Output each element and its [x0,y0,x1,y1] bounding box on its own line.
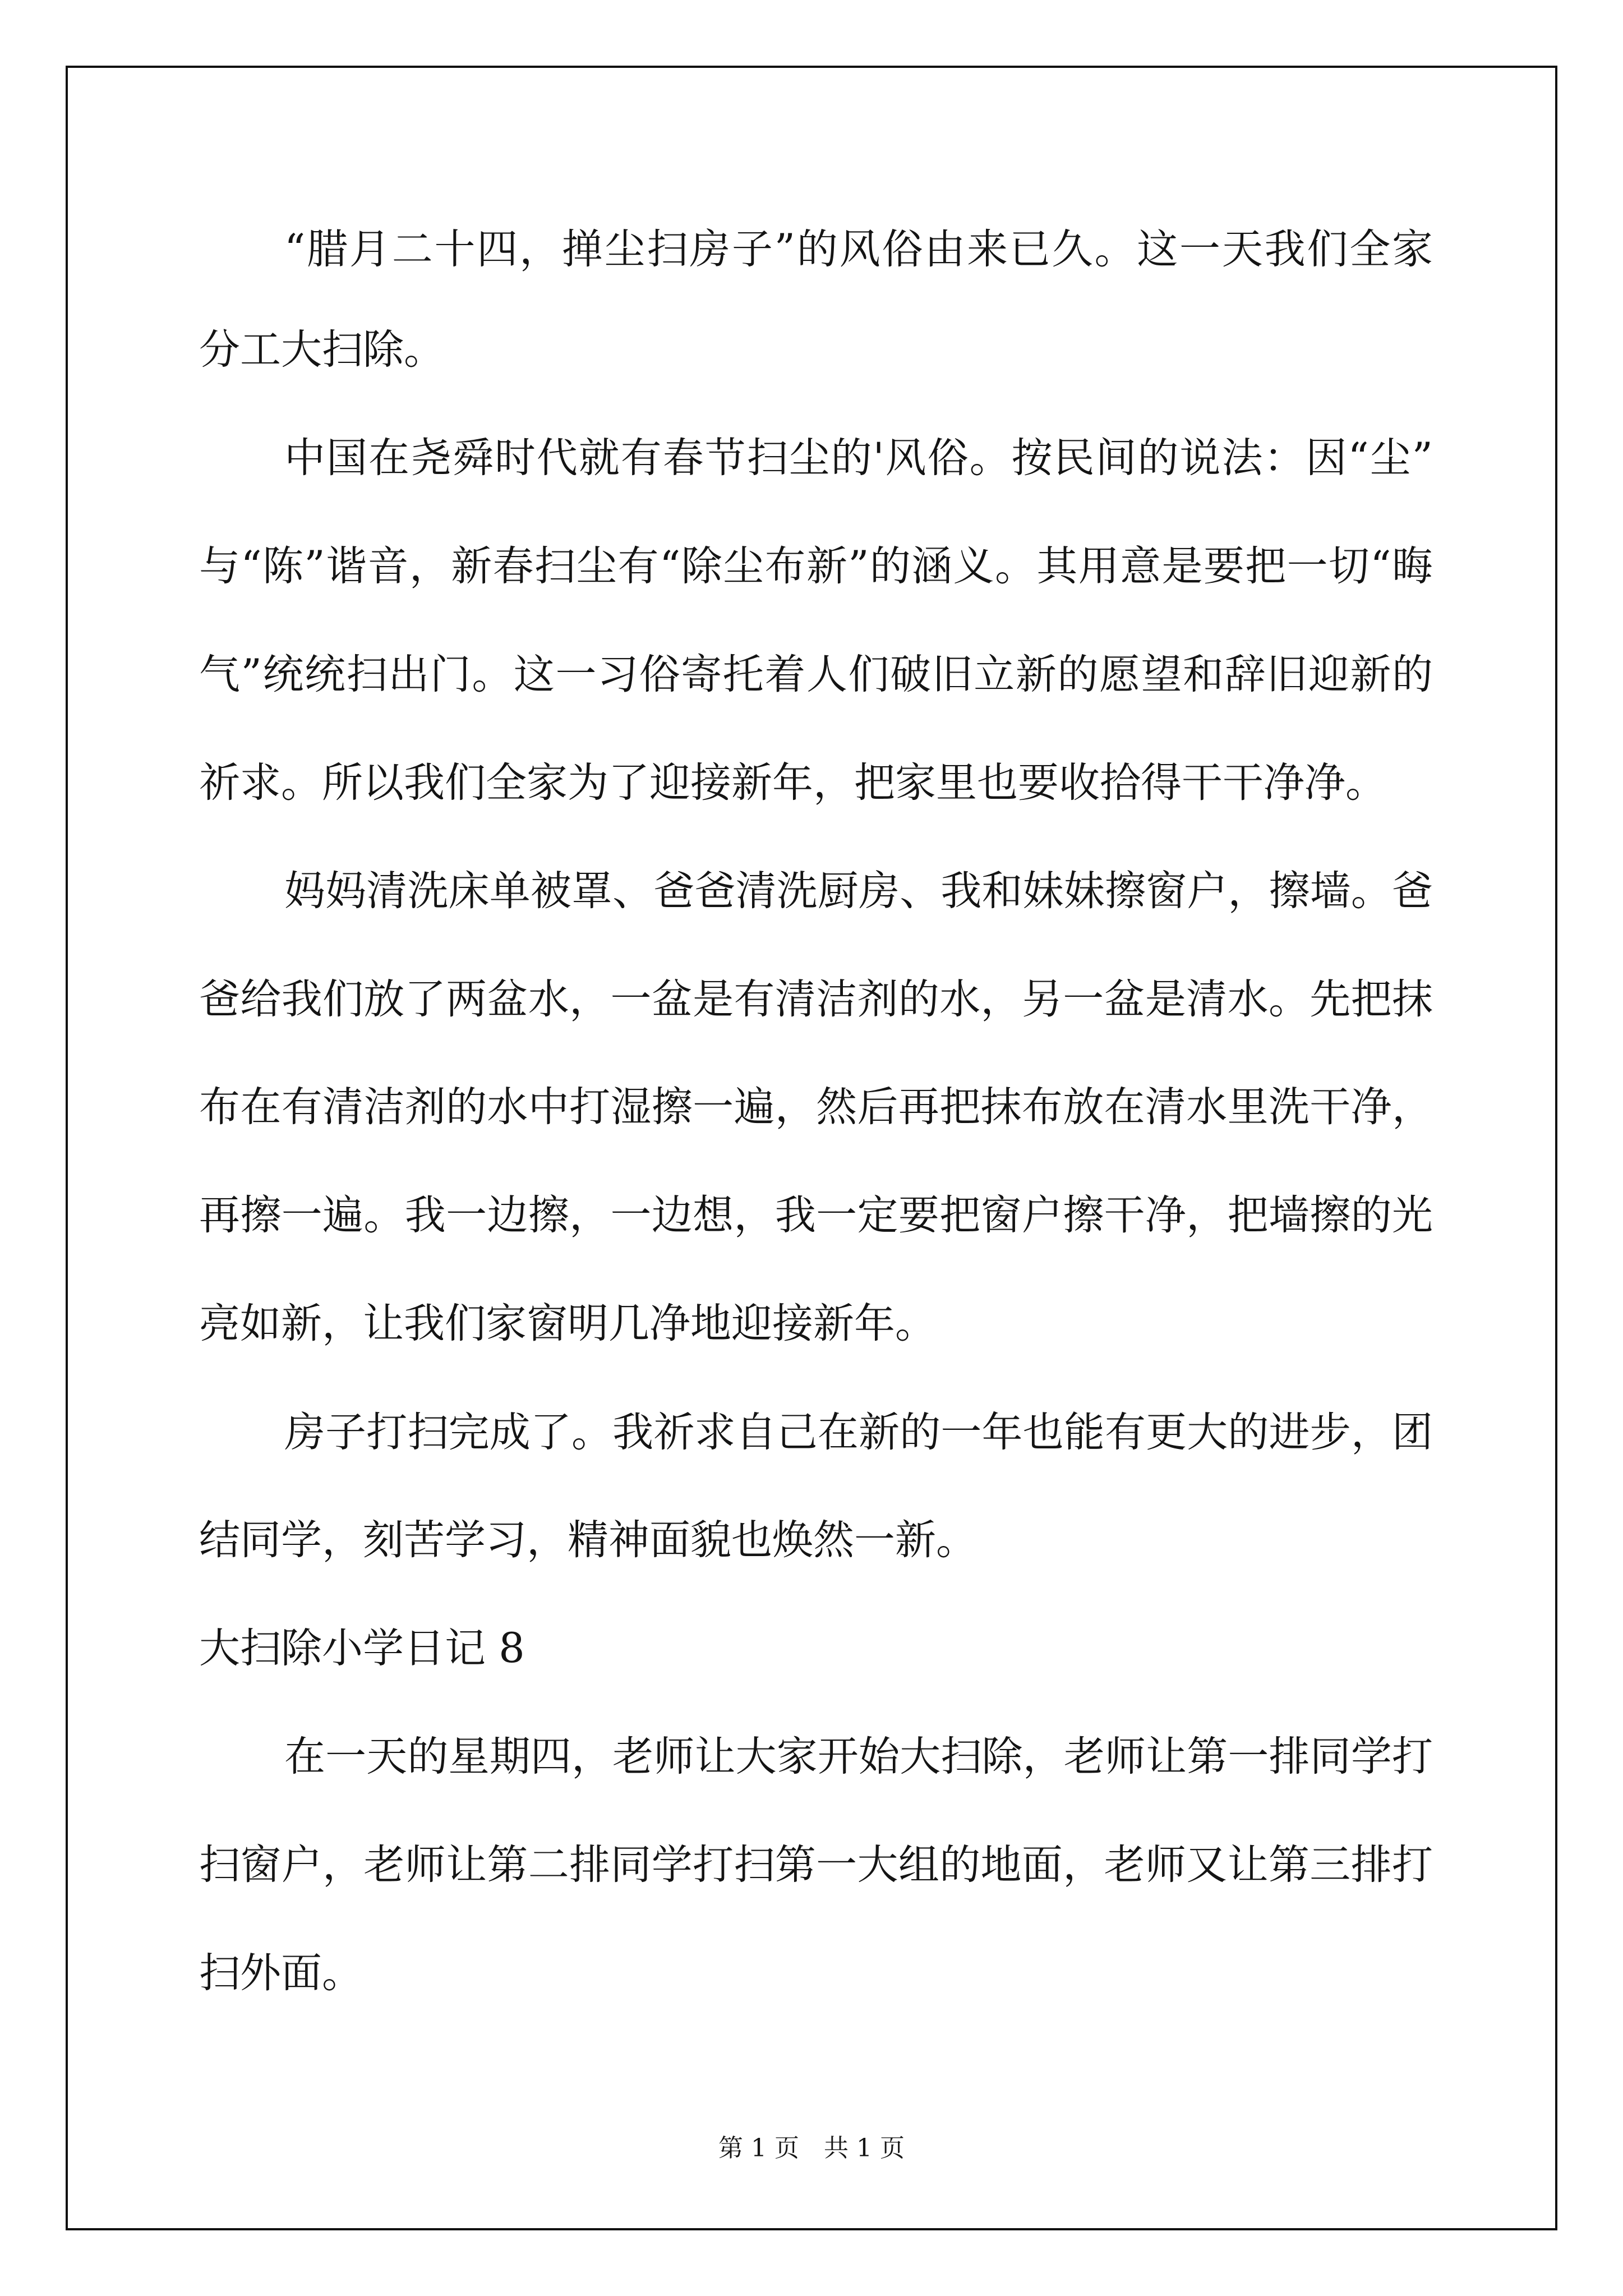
text-line: 妈妈清洗床单被罩、爸爸清洗厨房、我和妹妹擦窗户，擦墙。爸 [284,867,1433,915]
text-line: 房子打扫完成了。我祈求自己在新的一年也能有更大的进步，团 [284,1409,1433,1456]
text-line: 气”统统扫出门。这一习俗寄托着人们破旧立新的愿望和辞旧迎新的 [199,651,1433,698]
text-line: 与“陈”谐音，新春扫尘有“除尘布新”的涵义。其用意是要把一切“晦 [199,542,1433,590]
text-line: 扫外面。 [199,1949,363,1997]
text-line: “腊月二十四，掸尘扫房子”的风俗由来已久。这一天我们全家 [284,226,1433,273]
text-line: 分工大扫除。 [199,326,445,374]
text-line: 爸给我们放了两盆水，一盆是有清洁剂的水，另一盆是清水。先把抹 [199,976,1433,1023]
page-number: 第 1 页 共 1 页 [718,2134,905,2162]
text-line: 亮如新，让我们家窗明几净地迎接新年。 [199,1300,936,1347]
section-heading: 大扫除小学日记 8 [199,1625,525,1672]
text-line: 中国在尧舜时代就有春节扫尘的'风俗。按民间的说法：因“尘” [284,434,1433,482]
text-line: 结同学，刻苦学习，精神面貌也焕然一新。 [199,1516,977,1564]
text-line: 再擦一遍。我一边擦，一边想，我一定要把窗户擦干净，把墙擦的光 [199,1191,1433,1239]
text-line: 在一天的星期四，老师让大家开始大扫除，老师让第一排同学打 [284,1733,1433,1780]
text-line: 祈求。所以我们全家为了迎接新年，把家里也要收拾得干干净净。 [199,759,1386,807]
text-line: 扫窗户，老师让第二排同学打扫第一大组的地面，老师又让第三排打 [199,1841,1433,1889]
page-border [66,66,1557,2230]
text-line: 布在有清洁剂的水中打湿擦一遍，然后再把抹布放在清水里洗干净， [199,1083,1433,1131]
